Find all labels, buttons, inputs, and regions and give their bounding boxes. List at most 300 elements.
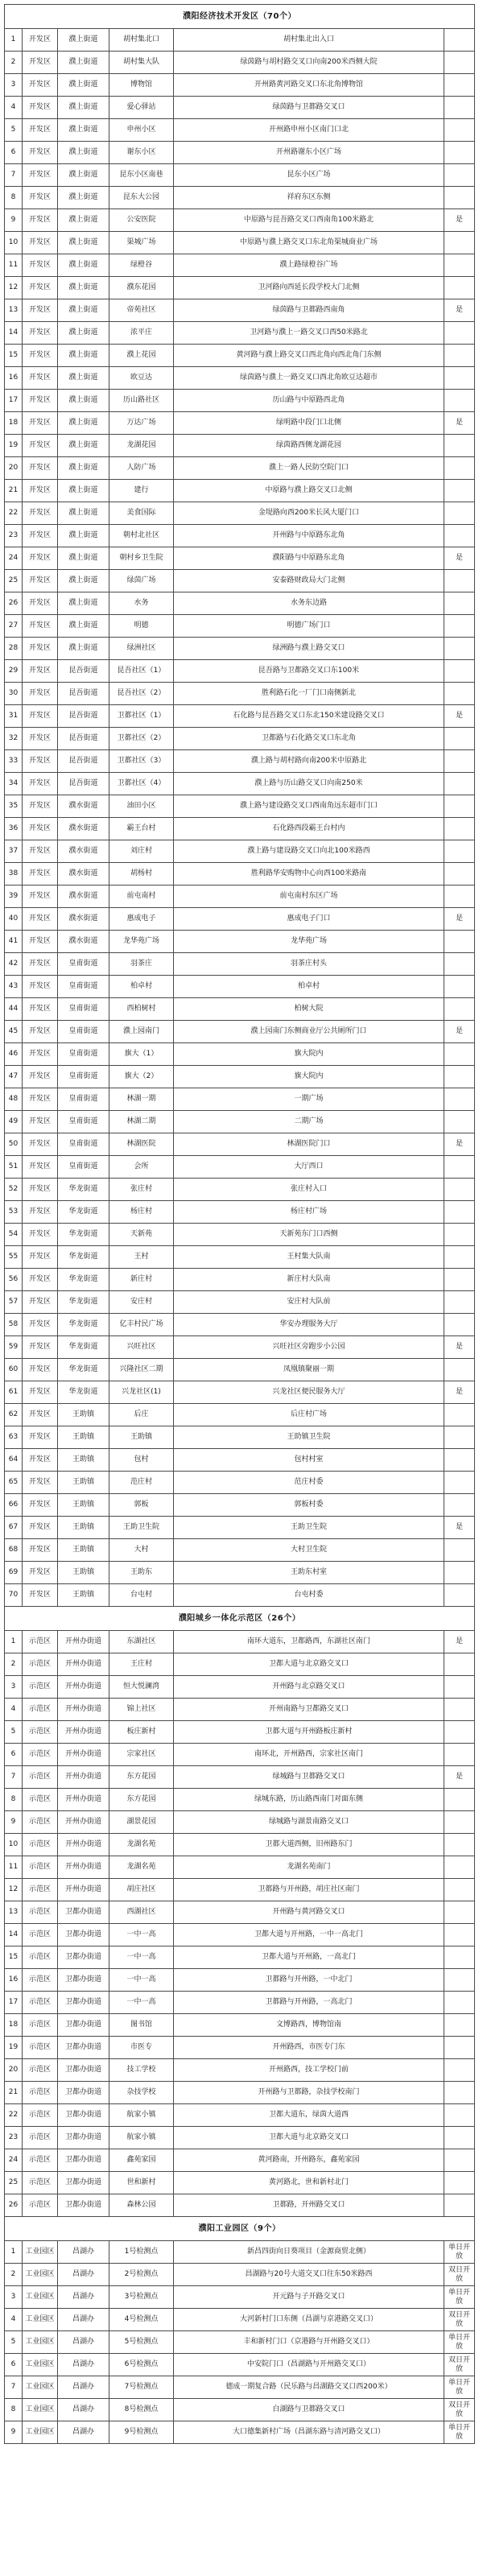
site-name: 技工学校 bbox=[109, 2059, 174, 2082]
street-office: 濮上街道 bbox=[58, 367, 109, 390]
table-row bbox=[5, 2331, 475, 2354]
site-name: 旗大（1） bbox=[109, 1043, 174, 1066]
site-location: 一期广场 bbox=[174, 1088, 444, 1111]
row-number: 10 bbox=[5, 1834, 23, 1856]
site-name: 濮东花园 bbox=[109, 277, 174, 299]
site-name: 胡杨村 bbox=[109, 863, 174, 886]
section-header bbox=[5, 5, 475, 29]
district: 示范区 bbox=[23, 1653, 58, 1676]
site-note: 是 bbox=[444, 299, 475, 322]
site-location: 柏卓村 bbox=[174, 976, 444, 998]
street-office: 昌湖办 bbox=[58, 2376, 109, 2399]
row-number: 53 bbox=[5, 1201, 23, 1224]
site-name: 5号检测点 bbox=[109, 2331, 174, 2354]
row-number: 9 bbox=[5, 209, 23, 232]
site-location: 林湖医院门口 bbox=[174, 1133, 444, 1156]
table-row bbox=[5, 660, 475, 683]
district: 开发区 bbox=[23, 1156, 58, 1179]
street-office: 昌湖办 bbox=[58, 2331, 109, 2354]
table-row bbox=[5, 1856, 475, 1879]
site-name: 9号检测点 bbox=[109, 2421, 174, 2444]
site-note bbox=[444, 1969, 475, 1992]
street-office: 昆吾街道 bbox=[58, 705, 109, 728]
district: 工业园区 bbox=[23, 2241, 58, 2264]
site-name: 板庄新村 bbox=[109, 1721, 174, 1744]
site-location: 新昌四街向日葵项目（金源商贸北侧） bbox=[174, 2241, 444, 2264]
district: 开发区 bbox=[23, 1201, 58, 1224]
site-location: 安庄村大队前 bbox=[174, 1291, 444, 1314]
district: 开发区 bbox=[23, 254, 58, 277]
table-row bbox=[5, 1539, 475, 1562]
district: 示范区 bbox=[23, 1631, 58, 1653]
street-office: 濮水街道 bbox=[58, 795, 109, 818]
table-row bbox=[5, 1156, 475, 1179]
row-number: 7 bbox=[5, 164, 23, 187]
street-office: 卫都办街道 bbox=[58, 2014, 109, 2037]
site-name: 明德 bbox=[109, 615, 174, 638]
district: 开发区 bbox=[23, 435, 58, 457]
district: 示范区 bbox=[23, 2149, 58, 2172]
row-number: 29 bbox=[5, 660, 23, 683]
street-office: 濮上街道 bbox=[58, 480, 109, 502]
site-location: 安泰路财政局大门北侧 bbox=[174, 570, 444, 592]
row-number: 36 bbox=[5, 818, 23, 840]
site-note bbox=[444, 1426, 475, 1449]
district: 示范区 bbox=[23, 2127, 58, 2149]
table-row bbox=[5, 863, 475, 886]
site-location: 大河新村门口东侧（昌湖与京港路交叉口） bbox=[174, 2309, 444, 2331]
site-note: 是 bbox=[444, 412, 475, 435]
table-row bbox=[5, 1879, 475, 1901]
site-note bbox=[444, 592, 475, 615]
site-location: 濮上路与历山路交叉口向南250米 bbox=[174, 773, 444, 795]
row-number: 6 bbox=[5, 2354, 23, 2376]
site-name: 龙湖名苑 bbox=[109, 1856, 174, 1879]
row-number: 33 bbox=[5, 750, 23, 773]
site-location: 旗大院内 bbox=[174, 1043, 444, 1066]
site-name: 绿橙谷 bbox=[109, 254, 174, 277]
district: 工业园区 bbox=[23, 2331, 58, 2354]
site-location: 卫都路与开州路，一中北门 bbox=[174, 1969, 444, 1992]
table-row bbox=[5, 750, 475, 773]
site-note bbox=[444, 660, 475, 683]
district: 开发区 bbox=[23, 74, 58, 97]
site-location: 大口德集新村广场（昌湖东路与清河路交叉口） bbox=[174, 2421, 444, 2444]
row-number: 13 bbox=[5, 299, 23, 322]
table-row bbox=[5, 2172, 475, 2194]
district: 开发区 bbox=[23, 390, 58, 412]
district: 开发区 bbox=[23, 209, 58, 232]
district: 开发区 bbox=[23, 142, 58, 164]
row-number: 9 bbox=[5, 1811, 23, 1834]
site-note: 是 bbox=[444, 1021, 475, 1043]
site-location: 昆东小区广场 bbox=[174, 164, 444, 187]
street-office: 开州办街道 bbox=[58, 1699, 109, 1721]
district: 示范区 bbox=[23, 2172, 58, 2194]
site-location: 卫都路，开州路交叉口 bbox=[174, 2194, 444, 2217]
district: 示范区 bbox=[23, 1721, 58, 1744]
site-name: 4号检测点 bbox=[109, 2309, 174, 2331]
row-number: 8 bbox=[5, 2399, 23, 2421]
row-number: 39 bbox=[5, 886, 23, 908]
site-note bbox=[444, 2014, 475, 2037]
row-number: 58 bbox=[5, 1314, 23, 1336]
site-note: 单日开放 bbox=[444, 2421, 475, 2444]
district: 开发区 bbox=[23, 322, 58, 345]
row-number: 35 bbox=[5, 795, 23, 818]
site-note bbox=[444, 1901, 475, 1924]
site-location: 卫河路向西延长段学校大门北侧 bbox=[174, 277, 444, 299]
street-office: 濮上街道 bbox=[58, 525, 109, 547]
table-row bbox=[5, 2149, 475, 2172]
site-note bbox=[444, 457, 475, 480]
district: 开发区 bbox=[23, 457, 58, 480]
site-note bbox=[444, 164, 475, 187]
section-header bbox=[5, 1607, 475, 1631]
site-name: 胡庄社区 bbox=[109, 1879, 174, 1901]
site-location: 中安院门口（昌湖路与开州路交叉口） bbox=[174, 2354, 444, 2376]
site-name: 龙湖花园 bbox=[109, 435, 174, 457]
site-name: 卫都社区（2） bbox=[109, 728, 174, 750]
street-office: 华龙街道 bbox=[58, 1246, 109, 1269]
table-row bbox=[5, 29, 475, 52]
row-number: 43 bbox=[5, 976, 23, 998]
table-row bbox=[5, 1924, 475, 1946]
district: 开发区 bbox=[23, 908, 58, 931]
district: 开发区 bbox=[23, 615, 58, 638]
site-location: 文博路西，博物馆南 bbox=[174, 2014, 444, 2037]
site-location: 卫都路与石化路交叉口东北角 bbox=[174, 728, 444, 750]
table-row bbox=[5, 367, 475, 390]
table-row bbox=[5, 254, 475, 277]
table-row bbox=[5, 277, 475, 299]
street-office: 皇甫街道 bbox=[58, 1133, 109, 1156]
site-name: 鑫苑家园 bbox=[109, 2149, 174, 2172]
site-name: 胡村集大队 bbox=[109, 52, 174, 74]
site-note bbox=[444, 840, 475, 863]
testing-sites-table bbox=[4, 4, 475, 2444]
district: 示范区 bbox=[23, 1856, 58, 1879]
site-note bbox=[444, 570, 475, 592]
street-office: 濮上街道 bbox=[58, 52, 109, 74]
district: 开发区 bbox=[23, 367, 58, 390]
site-name: 昆东小区南巷 bbox=[109, 164, 174, 187]
site-note bbox=[444, 525, 475, 547]
district: 开发区 bbox=[23, 931, 58, 953]
site-name: 濮上园南门 bbox=[109, 1021, 174, 1043]
site-note bbox=[444, 1676, 475, 1699]
street-office: 王助镇 bbox=[58, 1494, 109, 1517]
street-office: 开州办街道 bbox=[58, 1879, 109, 1901]
street-office: 昌湖办 bbox=[58, 2354, 109, 2376]
row-number: 28 bbox=[5, 638, 23, 660]
site-name: 杂技学校 bbox=[109, 2082, 174, 2104]
street-office: 濮上街道 bbox=[58, 502, 109, 525]
site-name: 朝村北社区 bbox=[109, 525, 174, 547]
table-row bbox=[5, 1359, 475, 1381]
table-row bbox=[5, 1969, 475, 1992]
district: 工业园区 bbox=[23, 2376, 58, 2399]
site-name: 新庄村 bbox=[109, 1269, 174, 1291]
table-row bbox=[5, 1449, 475, 1472]
district: 开发区 bbox=[23, 818, 58, 840]
row-number: 7 bbox=[5, 1766, 23, 1789]
table-row bbox=[5, 1269, 475, 1291]
site-name: 湖景花园 bbox=[109, 1811, 174, 1834]
site-location: 羽茶庄村头 bbox=[174, 953, 444, 976]
table-row bbox=[5, 1992, 475, 2014]
district: 开发区 bbox=[23, 1381, 58, 1404]
site-name: 王庄村 bbox=[109, 1653, 174, 1676]
row-number: 44 bbox=[5, 998, 23, 1021]
street-office: 濮上街道 bbox=[58, 254, 109, 277]
street-office: 濮上街道 bbox=[58, 345, 109, 367]
site-location: 杨庄村广场 bbox=[174, 1201, 444, 1224]
table-row bbox=[5, 683, 475, 705]
site-location: 开元路与子开路交叉口 bbox=[174, 2286, 444, 2309]
site-note: 双日开放 bbox=[444, 2309, 475, 2331]
street-office: 昆吾街道 bbox=[58, 728, 109, 750]
street-office: 濮上街道 bbox=[58, 390, 109, 412]
site-name: 昆东大公园 bbox=[109, 187, 174, 209]
site-note bbox=[444, 29, 475, 52]
site-location: 水务东边路 bbox=[174, 592, 444, 615]
table-row bbox=[5, 1179, 475, 1201]
table-row bbox=[5, 998, 475, 1021]
street-office: 濮上街道 bbox=[58, 412, 109, 435]
site-note: 是 bbox=[444, 1766, 475, 1789]
district: 工业园区 bbox=[23, 2354, 58, 2376]
street-office: 昌湖办 bbox=[58, 2309, 109, 2331]
site-name: 大村 bbox=[109, 1539, 174, 1562]
site-note bbox=[444, 1404, 475, 1426]
site-name: 公安医院 bbox=[109, 209, 174, 232]
street-office: 卫都办街道 bbox=[58, 2194, 109, 2217]
street-office: 王助镇 bbox=[58, 1539, 109, 1562]
site-location: 天新苑东门口西侧 bbox=[174, 1224, 444, 1246]
site-note: 是 bbox=[444, 547, 475, 570]
table-row bbox=[5, 728, 475, 750]
site-location: 绿茵路与卫都路西南角 bbox=[174, 299, 444, 322]
table-row bbox=[5, 1766, 475, 1789]
table-row bbox=[5, 119, 475, 142]
site-note: 单日开放 bbox=[444, 2241, 475, 2264]
site-name: 朝村乡卫生院 bbox=[109, 547, 174, 570]
site-location: 昆吾路与卫都路交叉口东100米 bbox=[174, 660, 444, 683]
site-location: 德成一期复合路（民乐路与昌湖路交叉口西200米） bbox=[174, 2376, 444, 2399]
site-note bbox=[444, 773, 475, 795]
site-note bbox=[444, 1811, 475, 1834]
site-name: 8号检测点 bbox=[109, 2399, 174, 2421]
table-row bbox=[5, 840, 475, 863]
site-location: 绿茵路与胡村路交叉口向南200米西侧大院 bbox=[174, 52, 444, 74]
district: 开发区 bbox=[23, 998, 58, 1021]
street-office: 濮上街道 bbox=[58, 209, 109, 232]
district: 开发区 bbox=[23, 525, 58, 547]
site-note: 是 bbox=[444, 1336, 475, 1359]
street-office: 卫都办街道 bbox=[58, 2082, 109, 2104]
section-header bbox=[5, 2217, 475, 2241]
street-office: 华龙街道 bbox=[58, 1314, 109, 1336]
table-row bbox=[5, 592, 475, 615]
street-office: 开州办街道 bbox=[58, 1811, 109, 1834]
site-name: 濮上花园 bbox=[109, 345, 174, 367]
row-number: 49 bbox=[5, 1111, 23, 1133]
site-location: 开州路与黄河路交叉口 bbox=[174, 1901, 444, 1924]
street-office: 卫都办街道 bbox=[58, 2104, 109, 2127]
site-name: 一中一高 bbox=[109, 1969, 174, 1992]
row-number: 70 bbox=[5, 1584, 23, 1607]
street-office: 皇甫街道 bbox=[58, 1066, 109, 1088]
district: 示范区 bbox=[23, 2014, 58, 2037]
site-name: 人防广场 bbox=[109, 457, 174, 480]
row-number: 8 bbox=[5, 1789, 23, 1811]
district: 开发区 bbox=[23, 164, 58, 187]
street-office: 王助镇 bbox=[58, 1449, 109, 1472]
street-office: 卫都办街道 bbox=[58, 2059, 109, 2082]
row-number: 6 bbox=[5, 142, 23, 164]
district: 示范区 bbox=[23, 2059, 58, 2082]
row-number: 23 bbox=[5, 2127, 23, 2149]
table-row bbox=[5, 2286, 475, 2309]
site-name: 卫都社区（1） bbox=[109, 705, 174, 728]
site-note bbox=[444, 2104, 475, 2127]
site-name: 西湖社区 bbox=[109, 1901, 174, 1924]
district: 开发区 bbox=[23, 1246, 58, 1269]
district: 开发区 bbox=[23, 1449, 58, 1472]
site-name: 林湖二期 bbox=[109, 1111, 174, 1133]
district: 开发区 bbox=[23, 1088, 58, 1111]
site-note bbox=[444, 119, 475, 142]
site-location: 胜利路石化一厂门口南侧新北 bbox=[174, 683, 444, 705]
site-note bbox=[444, 2172, 475, 2194]
table-row bbox=[5, 1631, 475, 1653]
row-number: 26 bbox=[5, 2194, 23, 2217]
table-row bbox=[5, 2082, 475, 2104]
row-number: 64 bbox=[5, 1449, 23, 1472]
site-location: 胜利路华安购物中心向西100米路南 bbox=[174, 863, 444, 886]
site-note bbox=[444, 480, 475, 502]
row-number: 10 bbox=[5, 232, 23, 254]
site-location: 濮上园南门东侧商业厅公共厕所门口 bbox=[174, 1021, 444, 1043]
site-name: 航家小镇 bbox=[109, 2104, 174, 2127]
table-row bbox=[5, 2421, 475, 2444]
district: 开发区 bbox=[23, 1539, 58, 1562]
row-number: 1 bbox=[5, 1631, 23, 1653]
site-note bbox=[444, 1946, 475, 1969]
row-number: 54 bbox=[5, 1224, 23, 1246]
street-office: 华龙街道 bbox=[58, 1179, 109, 1201]
district: 开发区 bbox=[23, 502, 58, 525]
district: 开发区 bbox=[23, 1584, 58, 1607]
district: 示范区 bbox=[23, 1834, 58, 1856]
site-note bbox=[444, 232, 475, 254]
district: 开发区 bbox=[23, 1472, 58, 1494]
table-row bbox=[5, 1721, 475, 1744]
site-location: 绿洲路与濮上路交叉口 bbox=[174, 638, 444, 660]
site-note bbox=[444, 2037, 475, 2059]
site-location: 王助卫生院 bbox=[174, 1517, 444, 1539]
table-row bbox=[5, 502, 475, 525]
table-row bbox=[5, 2399, 475, 2421]
site-location: 范庄村委 bbox=[174, 1472, 444, 1494]
table-row bbox=[5, 1426, 475, 1449]
street-office: 华龙街道 bbox=[58, 1269, 109, 1291]
site-location: 卫都大道与北京路交叉口 bbox=[174, 2127, 444, 2149]
site-note bbox=[444, 1246, 475, 1269]
site-name: 王助东 bbox=[109, 1562, 174, 1584]
table-row bbox=[5, 1744, 475, 1766]
street-office: 王助镇 bbox=[58, 1426, 109, 1449]
row-number: 51 bbox=[5, 1156, 23, 1179]
row-number: 5 bbox=[5, 1721, 23, 1744]
site-name: 1号检测点 bbox=[109, 2241, 174, 2264]
district: 示范区 bbox=[23, 1699, 58, 1721]
site-note bbox=[444, 683, 475, 705]
site-name: 天新苑 bbox=[109, 1224, 174, 1246]
site-note bbox=[444, 2082, 475, 2104]
row-number: 17 bbox=[5, 390, 23, 412]
street-office: 濮水街道 bbox=[58, 818, 109, 840]
row-number: 15 bbox=[5, 345, 23, 367]
site-location: 开州路申州小区南门口北 bbox=[174, 119, 444, 142]
site-note bbox=[444, 998, 475, 1021]
site-location: 包村村室 bbox=[174, 1449, 444, 1472]
street-office: 濮水街道 bbox=[58, 863, 109, 886]
district: 开发区 bbox=[23, 592, 58, 615]
site-name: 绿茵广场 bbox=[109, 570, 174, 592]
site-note bbox=[444, 367, 475, 390]
street-office: 皇甫街道 bbox=[58, 1111, 109, 1133]
row-number: 52 bbox=[5, 1179, 23, 1201]
street-office: 濮上街道 bbox=[58, 435, 109, 457]
site-location: 卫河路与濮上一路交叉口西50米路北 bbox=[174, 322, 444, 345]
row-number: 16 bbox=[5, 1969, 23, 1992]
site-location: 绿城东路，历山路西南门对面东侧 bbox=[174, 1789, 444, 1811]
table-row bbox=[5, 232, 475, 254]
site-location: 濮上路与建设路交叉口西南角远东超市门口 bbox=[174, 795, 444, 818]
street-office: 开州办街道 bbox=[58, 1631, 109, 1653]
row-number: 2 bbox=[5, 2264, 23, 2286]
street-office: 濮上街道 bbox=[58, 322, 109, 345]
row-number: 40 bbox=[5, 908, 23, 931]
site-location: 王村集大队南 bbox=[174, 1246, 444, 1269]
site-location: 卫都大道与开州路，一高北门 bbox=[174, 1946, 444, 1969]
site-location: 中原路与濮上路交叉口东北角渠城商业广场 bbox=[174, 232, 444, 254]
district: 开发区 bbox=[23, 863, 58, 886]
site-name: 历山路社区 bbox=[109, 390, 174, 412]
street-office: 濮水街道 bbox=[58, 908, 109, 931]
site-name: 卫都社区（4） bbox=[109, 773, 174, 795]
table-row bbox=[5, 97, 475, 119]
street-office: 濮上街道 bbox=[58, 74, 109, 97]
street-office: 皇甫街道 bbox=[58, 1088, 109, 1111]
district: 开发区 bbox=[23, 1179, 58, 1201]
row-number: 14 bbox=[5, 1924, 23, 1946]
site-note bbox=[444, 1066, 475, 1088]
site-name: 旗大（2） bbox=[109, 1066, 174, 1088]
site-location: 中原路与濮上路交叉口北侧 bbox=[174, 480, 444, 502]
row-number: 8 bbox=[5, 187, 23, 209]
table-row bbox=[5, 2194, 475, 2217]
site-name: 美食国际 bbox=[109, 502, 174, 525]
table-row bbox=[5, 390, 475, 412]
street-office: 王助镇 bbox=[58, 1517, 109, 1539]
district: 示范区 bbox=[23, 2104, 58, 2127]
site-location: 祥府东区东侧 bbox=[174, 187, 444, 209]
district: 开发区 bbox=[23, 480, 58, 502]
row-number: 3 bbox=[5, 74, 23, 97]
